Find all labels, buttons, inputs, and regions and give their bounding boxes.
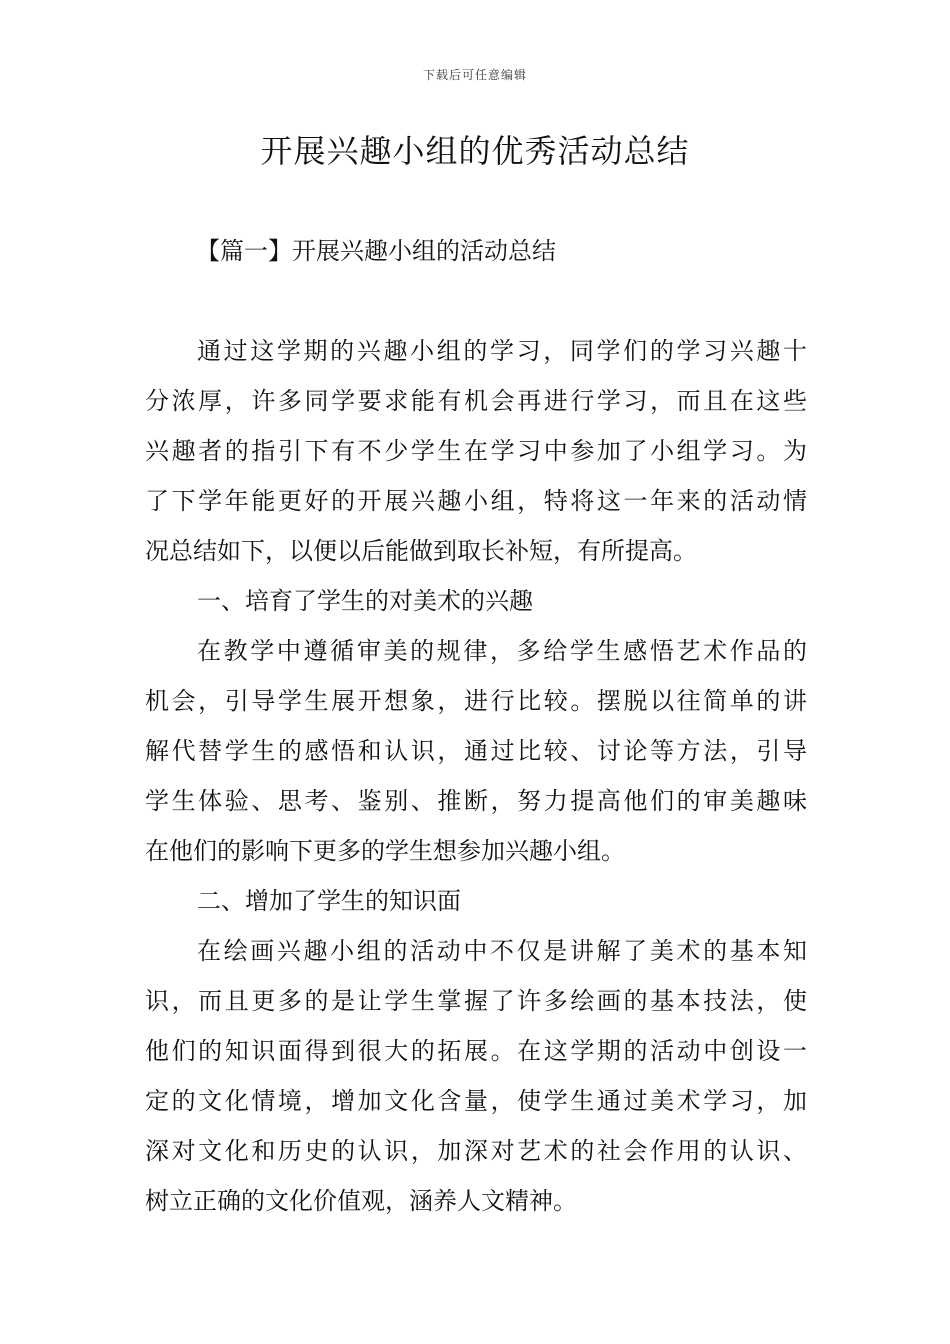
paragraph-line: 他们的知识面得到很大的拓展。在这学期的活动中创设一 [145, 1037, 807, 1065]
paragraph-line: 深对文化和历史的认识，加深对艺术的社会作用的认识、 [145, 1137, 807, 1165]
paragraph-line: 在他们的影响下更多的学生想参加兴趣小组。 [145, 837, 625, 865]
paragraph-line: 解代替学生的感悟和认识，通过比较、讨论等方法，引导 [145, 737, 807, 765]
paragraph-line: 学生体验、思考、鉴别、推断，努力提高他们的审美趣味 [145, 787, 807, 815]
header-note: 下载后可任意编辑 [422, 68, 527, 82]
paragraph-line: 况总结如下，以便以后能做到取长补短，有所提高。 [145, 537, 697, 565]
paragraph-line: 在绘画兴趣小组的活动中不仅是讲解了美术的基本知 [197, 937, 807, 965]
paragraph-line: 通过这学期的兴趣小组的学习，同学们的学习兴趣十 [197, 337, 807, 365]
paragraph-line: 树立正确的文化价值观，涵养人文精神。 [145, 1187, 577, 1215]
paragraph-line: 了下学年能更好的开展兴趣小组，特将这一年来的活动情 [145, 487, 807, 515]
document-title: 开展兴趣小组的优秀活动总结 [260, 132, 690, 170]
paragraph-line: 兴趣者的指引下有不少学生在学习中参加了小组学习。为 [145, 437, 807, 465]
paragraph-line: 定的文化情境，增加文化含量，使学生通过美术学习，加 [145, 1087, 807, 1115]
subheading-line: 二、增加了学生的知识面 [197, 887, 461, 915]
subheading-line: 一、培育了学生的对美术的兴趣 [197, 587, 533, 615]
paragraph-line: 分浓厚，许多同学要求能有机会再进行学习，而且在这些 [145, 387, 807, 415]
paragraph-line: 机会，引导学生展开想象，进行比较。摆脱以往简单的讲 [145, 687, 807, 715]
section-heading: 【篇一】开展兴趣小组的活动总结 [196, 237, 556, 265]
paragraph-line: 识，而且更多的是让学生掌握了许多绘画的基本技法，使 [145, 987, 807, 1015]
body-text [145, 326, 807, 1226]
paragraph-line: 在教学中遵循审美的规律，多给学生感悟艺术作品的 [197, 637, 807, 665]
